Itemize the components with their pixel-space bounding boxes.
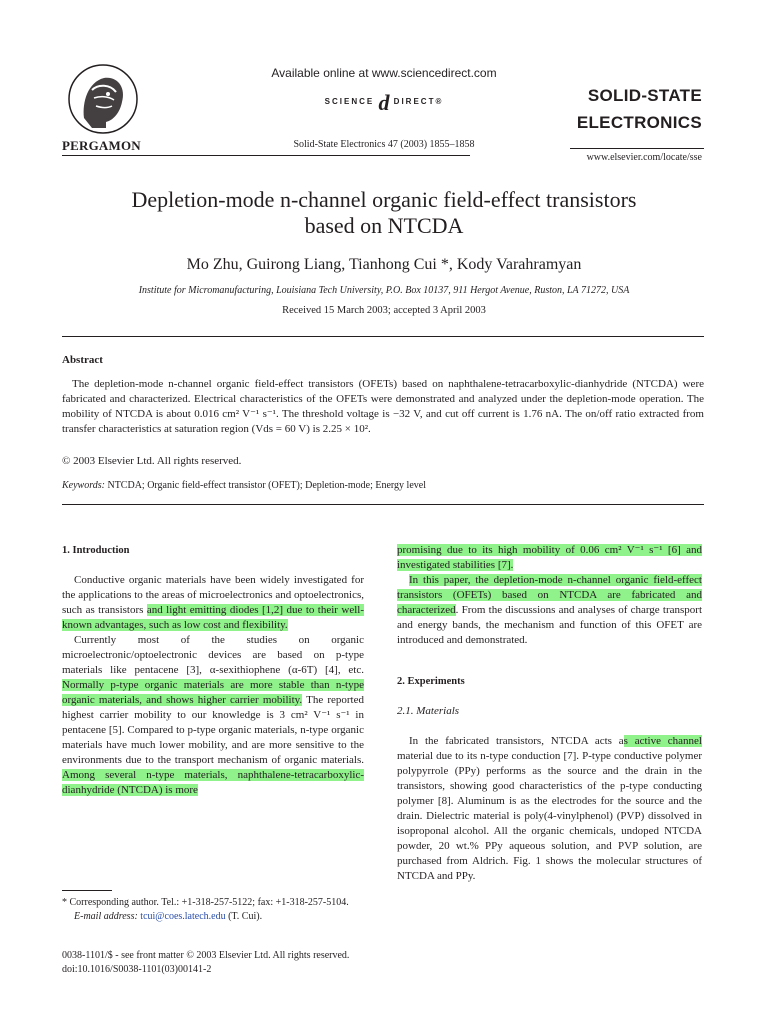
email-link[interactable]: tcui@coes.latech.edu <box>140 911 226 922</box>
materials-text-a: In the fabricated transistors, NTCDA acts a <box>409 735 624 747</box>
highlight: promising due to its high mobility of 0.06 cm² V⁻¹ s⁻¹ [6] and investigated stabilities [7]. <box>397 544 702 571</box>
header-rule-right <box>570 148 704 149</box>
email-suffix: (T. Cui). <box>225 911 263 922</box>
header-rule-left <box>62 155 470 156</box>
right-p0 <box>397 543 702 573</box>
subsection-2-1-heading: 2.1. Materials <box>397 705 460 717</box>
left-column <box>62 543 364 798</box>
email-line <box>62 910 364 924</box>
intro-paragraph-1 <box>62 573 364 633</box>
intro-p1-text: Conductive organic materials have been widely investigated for the applications to the areas of microelectronics and optoelectronics, such as transistors <box>62 574 364 616</box>
intro-p2-lead: Currently most of the studies on organic microelectronic/optoelectronic devices are based on p-type materials like pentacene [3], α-sexithiophene (α-6T) [4], etc. <box>62 634 364 676</box>
abstract-body: The depletion-mode n-channel organic field-effect transistors (OFETs) based on naphthalene-tetracarboxylic-dianhydride (NTCDA) were fabricated and characterized. Electrical characteristics of the OFETs were demonstrated and analyzed under the depletion-mode operation. The mobility of NTCDA is about 0.016 cm² V⁻¹ s⁻¹. The threshold voltage is −32 V, and cut off current is 1.76 nA. The on/off ratio extracted from transfer characteristics at saturation region (Vds = 60 V) is 2.25 × 10². <box>62 378 704 435</box>
journal-url: www.elsevier.com/locate/sse <box>586 152 702 163</box>
available-online: Available online at www.sciencedirect.com <box>271 66 497 80</box>
right-column <box>397 543 702 884</box>
intro-p2-text: The reported highest carrier mobility to our knowledge is 3 cm² V⁻¹ s⁻¹ in pentacene [5]. Compared to p-type organic materials, n-type organic materials have much lower mobility, and are more sensitive to the environments due to the transport mechanism of organic materials. <box>62 694 364 766</box>
right-p1 <box>397 573 702 648</box>
journal-citation: Solid-State Electronics 47 (2003) 1855–1858 <box>293 139 475 150</box>
sd-d-glyph: d <box>378 90 390 115</box>
materials-paragraph <box>397 734 702 884</box>
keywords-list: NTCDA; Organic field-effect transistor (OFET); Depletion-mode; Energy level <box>104 480 426 491</box>
keywords <box>62 480 426 491</box>
title-line2: based on NTCDA <box>304 213 464 238</box>
abstract-copyright: © 2003 Elsevier Ltd. All rights reserved. <box>62 455 242 467</box>
highlight: s active channel <box>623 735 702 747</box>
abstract-rule-top <box>62 336 704 337</box>
footnote <box>62 896 364 924</box>
highlight: and light emitting diodes [1,2] due to their well-known advantages, such as low cost and flexibility. <box>62 604 364 631</box>
sd-left: SCIENCE <box>324 97 375 106</box>
materials-text-b: material due to its n-type conduction [7]. P-type conductive polymer polypyrrole (PPy) performs as the source and the drain in the transistors, showing good characteristics of the p-type conducting polymer [8]. Aluminum is as the electrodes for the source and the drain. Dielectric material is poly(4-vinylphenol) (PVP) dissolved in isoproponal alcohol. All the organic chemicals, undoped NTCDA powder, 20 wt.% PPy aqueous solution, and PVP solution, are purchased from Aldrich. Fig. 1 shows the molecular structures of NTCDA and PPy. <box>397 750 702 882</box>
footnote-rule <box>62 890 112 891</box>
section-1-heading: 1. Introduction <box>62 545 130 556</box>
abstract-heading: Abstract <box>62 354 103 366</box>
received-date: Received 15 March 2003; accepted 3 April 2003 <box>282 305 486 316</box>
publisher-name: PERGAMON <box>62 138 141 153</box>
keywords-label: Keywords: <box>62 480 105 491</box>
highlight: Normally p-type organic materials are more stable than n-type organic materials, and shows higher carrier mobility. <box>62 679 364 706</box>
corresponding-author: * Corresponding author. Tel.: +1-318-257-5122; fax: +1-318-257-5104. <box>62 897 349 908</box>
abstract-rule-bottom <box>62 504 704 505</box>
journal-title-line1: SOLID-STATE <box>587 86 702 105</box>
journal-title-line2: ELECTRONICS <box>576 113 702 132</box>
article-title <box>0 187 768 239</box>
affiliation: Institute for Micromanufacturing, Louisiana Tech University, P.O. Box 10137, 911 Hergot Avenue, Ruston, LA 71272, USA <box>138 285 630 296</box>
doi-line: doi:10.1016/S0038-1101(03)00141-2 <box>62 964 212 975</box>
front-matter <box>62 949 349 977</box>
intro-paragraph-2 <box>62 633 364 798</box>
highlight: Among several n-type materials, naphthalene-tetracarboxylic-dianhydride (NTCDA) is more <box>62 769 364 796</box>
email-label: E-mail address: <box>74 911 138 922</box>
sd-right: DIRECT® <box>393 97 444 106</box>
highlight: In this paper, the depletion-mode n-channel organic field-effect transistors (OFETs) based on NTCDA are fabricated and characterized <box>397 574 702 616</box>
issn-line: 0038-1101/$ - see front matter © 2003 Elsevier Ltd. All rights reserved. <box>62 950 350 961</box>
right-p1-text: . From the discussions and analyses of charge transport and energy bands, the mechanism and function of this OFET are introduced and demonstrated. <box>397 604 702 646</box>
journal-title <box>577 82 702 136</box>
section-2-heading: 2. Experiments <box>397 676 465 687</box>
authors: Mo Zhu, Guirong Liang, Tianhong Cui *, Kody Varahramyan <box>186 256 582 273</box>
title-line1: Depletion-mode n-channel organic field-effect transistors <box>131 187 637 212</box>
